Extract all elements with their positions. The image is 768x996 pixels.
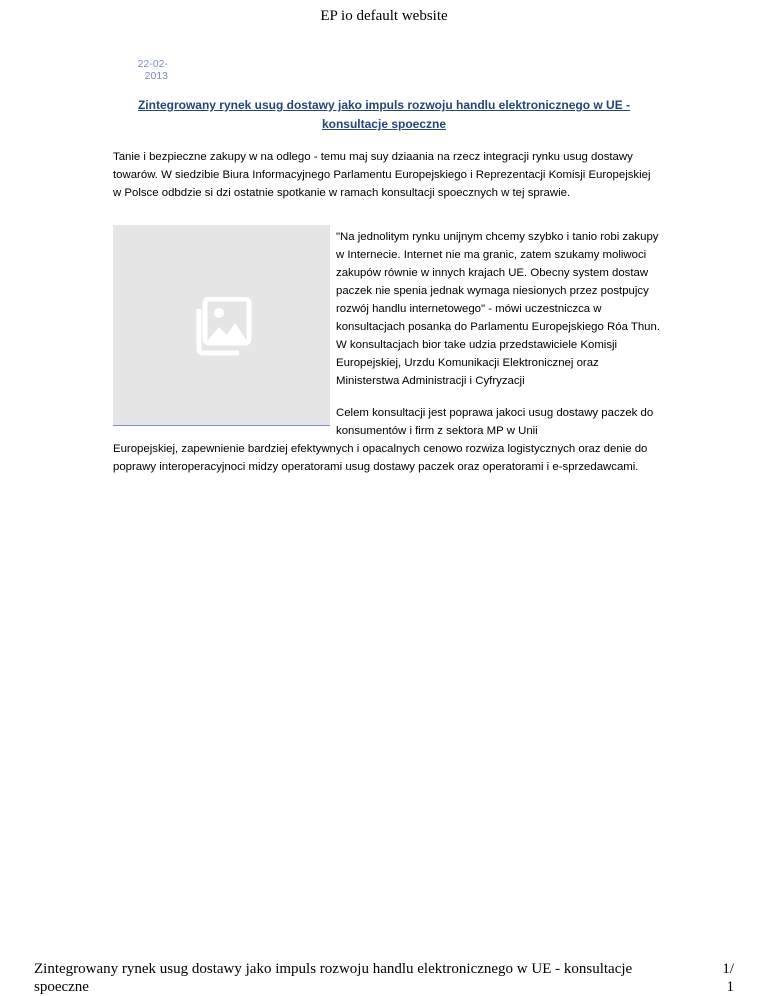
article-date [120,58,168,82]
article-goal-paragraph-continued: Europejskiej, zapewnienie bardziej efektywnych i opacalnych cenowo rozwiza logistycznych oraz denie do poprawy interoperacyjnoci midzy operatorami usug dostawy paczek oraz operatorami i e-sprzedawcami. [113,443,648,473]
article-title-link[interactable]: Zintegrowany rynek usug dostawy jako impuls rozwoju handlu elektronicznego w UE - konsultacje spoeczne [137,98,631,131]
image-placeholder-icon [191,297,253,357]
footer-page-number: 1/ 1 [722,961,734,995]
article-image-placeholder [113,225,330,426]
article-lead-paragraph: Tanie i bezpieczne zakupy w na odlego - temu maj suy dziaania na rzecz integracji rynku usug dostawy towarów. W siedzibie Biura Informacyjnego Parlamentu Europejskiego i Reprezentacji Komisji Europejskiej w Polsce odbdzie si dzi ostatnie spotkanie w ramach konsultacji spoecznych w tej sprawie. [113,151,651,199]
article-date-year: 2013 [144,70,168,82]
article-date-day-month: 22-02- [137,58,168,70]
page-header-title: EP io default website [320,8,448,24]
article-quote-paragraph: "Na jednolitym rynku unijnym chcemy szybko i tanio robi zakupy w Internecie. Internet nie ma granic, zatem szukamy moliwoci zakupów równie w innych krajach UE. Obecny system dostaw paczek nie spenia jednak wymaga niesionych przez postpujcy rozwój handlu internetowego" - mówi uczestniczca w konsultacjach posanka do Parlamentu Europejskiego Róa Thun. W konsultacjach bior take udzia przedstawiciele Komisji Europejskiej, Urzdu Komunikacji Elektronicznej oraz Ministerstwa Administracji i Cyfryzacji [336,231,660,387]
footer-document-title: Zintegrowany rynek usug dostawy jako impuls rozwoju handlu elektronicznego w UE - konsultacje spoeczne [34,961,633,995]
article-goal-paragraph-start: Celem konsultacji jest poprawa jakoci usug dostawy paczek do konsumentów i firm z sektora MP w Unii [336,407,654,437]
